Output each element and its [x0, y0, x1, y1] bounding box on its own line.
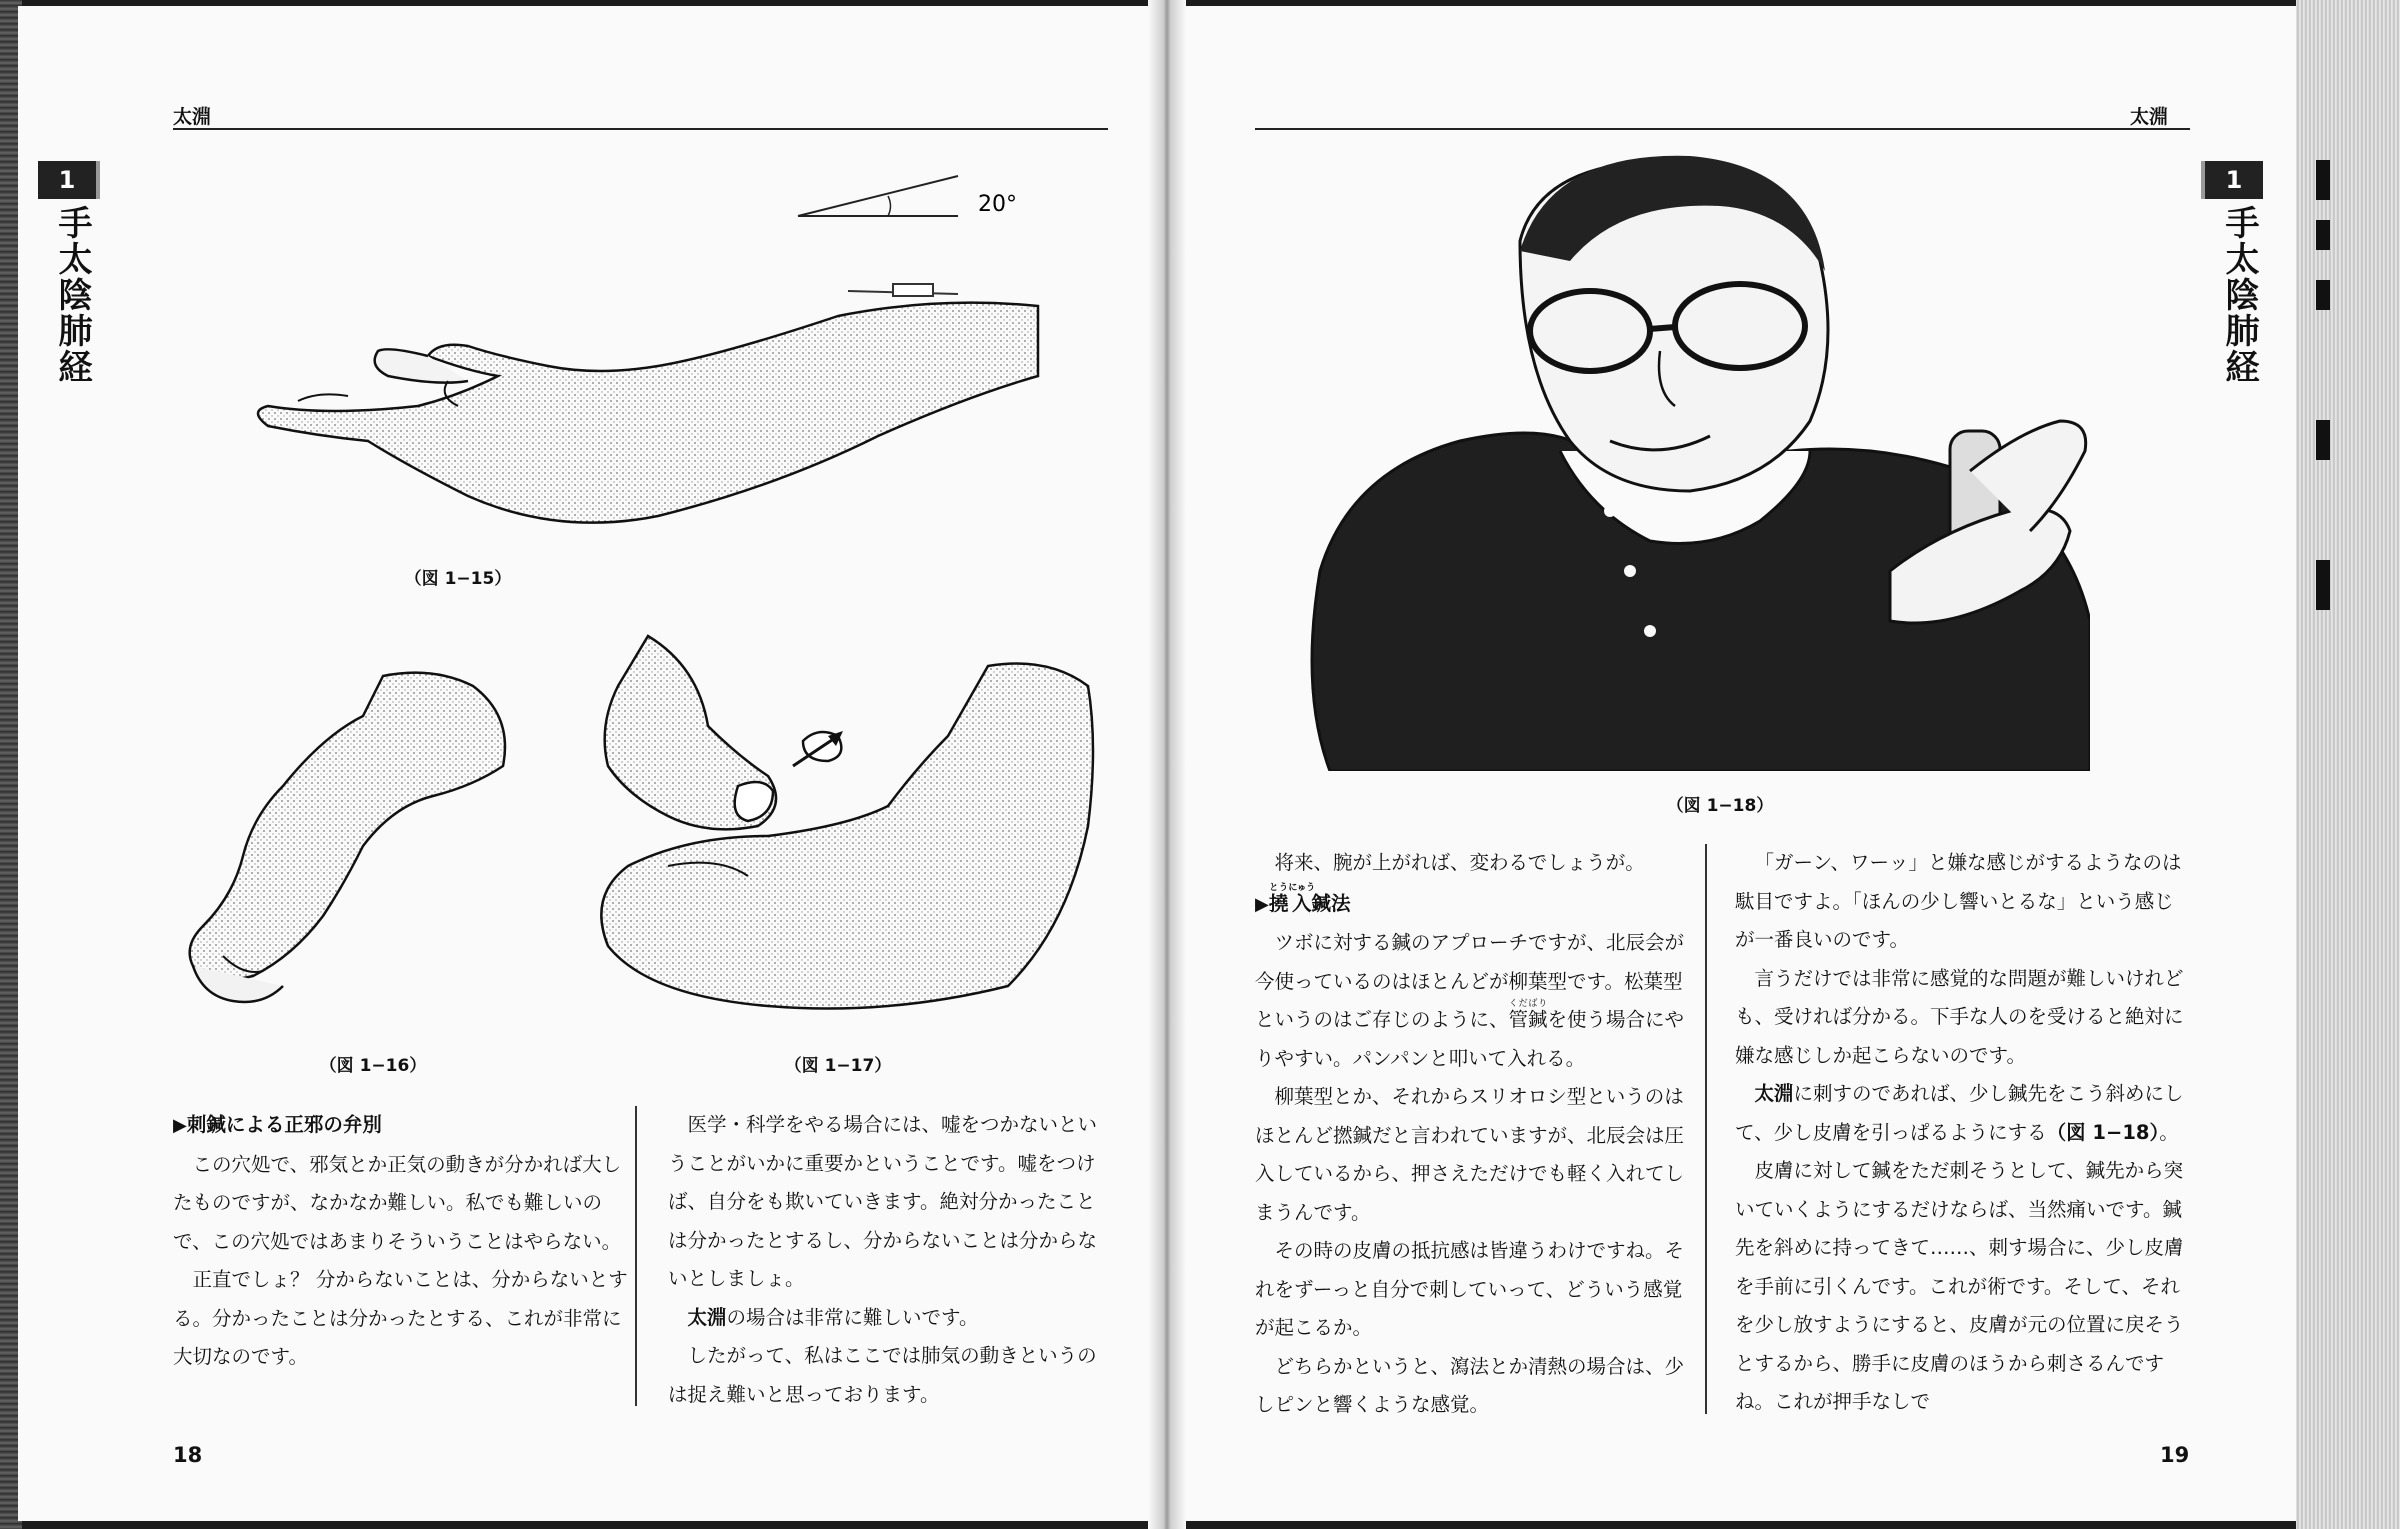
- caption-fig-1-18: （図 1−18）: [1666, 796, 1774, 816]
- ruby-kudabari: [1508, 999, 1548, 1031]
- figure-1-15-forearm: [238, 166, 1058, 556]
- left-text-column-1: [173, 1106, 635, 1377]
- forearm-hand: [258, 303, 1038, 523]
- caption-fig-1-15: （図 1−15）: [404, 569, 512, 589]
- paragraph: 医学・科学をやる場合には、嘘をつかないということがいかに重要かということです。嘘をつけば、自分をも欺いていきます。絶対分かったことは分かったとするし、分からないことは分からないとしましょ。: [668, 1113, 1098, 1290]
- right-text-column-1: [1255, 844, 1695, 1425]
- chapter-number: 1: [2205, 161, 2263, 199]
- edge-tab-mark: [2316, 420, 2330, 460]
- ruby-base: 管鍼: [1508, 1008, 1548, 1031]
- book-gutter: [1148, 0, 1186, 1529]
- figure-1-17-needle-insertion: [588, 626, 1108, 1016]
- chapter-tab-right: [2205, 161, 2263, 385]
- right-book-edge: [2296, 0, 2400, 1529]
- ruby-heading-b: [1288, 882, 1316, 915]
- running-head-right: 太淵: [2130, 106, 2169, 128]
- chapter-tab-bar: [2201, 161, 2205, 199]
- chapter-number: 1: [38, 161, 96, 199]
- paragraph: [1255, 924, 1695, 1078]
- button: [1604, 505, 1616, 517]
- angle-arc: [888, 196, 891, 216]
- angle-needle-line: [798, 176, 958, 216]
- ruby-base: 入: [1288, 891, 1316, 915]
- wrist-hand-shape: [190, 673, 505, 980]
- angle-label: 20°: [978, 192, 1017, 217]
- button: [1644, 625, 1656, 637]
- figure-1-18-portrait: [1290, 151, 2090, 771]
- heading-marker: ▶: [1255, 893, 1269, 915]
- ruby-reading: とう: [1268, 882, 1289, 893]
- heading-marker: ▶: [173, 1115, 187, 1136]
- chapter-tab-bar: [96, 161, 100, 199]
- column-divider: [635, 1106, 637, 1406]
- running-head-left: 太淵: [173, 106, 212, 128]
- header-rule-right: [1255, 128, 2190, 130]
- paragraph: その時の皮膚の抵抗感は皆違うわけですね。それをずーっと自分で刺していって、どういう感覚が起こるか。: [1255, 1239, 1685, 1339]
- heading-text: 刺鍼による正邪の弁別: [186, 1113, 382, 1136]
- paragraph: [668, 1299, 1108, 1338]
- page-number-left: 18: [173, 1443, 203, 1467]
- paragraph: 皮膚に対して鍼をただ刺そうとして、鍼先から突いていくようにするだけならば、当然痛いです。鍼先を斜めに持ってきて……、刺す場合に、少し皮膚を手前に引くんです。これが術です。そして、それを少し放すようにすると、皮膚が元の位置に戻そうとするから、勝手に皮膚のほうから刺さるんですね。これが押手なしで: [1735, 1159, 2184, 1413]
- paragraph: [1735, 1075, 2185, 1152]
- paragraph-text: に刺すのであれば、少し鍼先をこう斜めにして、少し皮膚を引っぱるようにする: [1735, 1082, 2184, 1144]
- left-page: [18, 6, 1170, 1521]
- caption-fig-1-16: （図 1−16）: [319, 1056, 427, 1076]
- caption-fig-1-17: （図 1−17）: [784, 1056, 892, 1076]
- heading-text: 鍼法: [1311, 891, 1351, 915]
- column-divider: [1705, 844, 1707, 1414]
- page-number-right: 19: [2160, 1443, 2190, 1467]
- section-heading-left: [173, 1106, 635, 1146]
- paragraph: 言うだけでは非常に感覚的な問題が難しいけれども、受ければ分かる。下手な人のを受けると絶対に嫌な感じしか起こらないのです。: [1735, 966, 2184, 1067]
- paragraph: 柳葉型とか、それからスリオロシ型というのはほとんど撚鍼だと言われていますが、北辰会は圧入しているから、押さえただけでも軽く入れてしまうんです。: [1255, 1085, 1685, 1224]
- right-page: [1160, 6, 2300, 1521]
- finger-line: [298, 394, 348, 401]
- paragraph: 正直でしょ？ 分からないことは、分からないとする。分かったことは分かったとする、これが非常に大切なのです。: [173, 1268, 628, 1368]
- ruby-heading-a: [1268, 882, 1289, 915]
- paragraph-text: ツボに対する鍼のアプローチですが、北辰会が今使っているのはほとんどが柳葉型です。松葉型というのはご存じのように、: [1255, 931, 1685, 1031]
- needle-handle: [893, 284, 933, 296]
- paragraph: 将来、腕が上がれば、変わるでしょうが。: [1274, 851, 1645, 874]
- ruby-base: 撓: [1268, 891, 1289, 915]
- section-heading-right: [1255, 883, 1695, 925]
- paragraph: どちらかというと、瀉法とか清熱の場合は、少しピンと響くような感覚。: [1255, 1354, 1685, 1416]
- glasses-bridge: [1650, 327, 1675, 329]
- term-taien: 太淵: [1754, 1082, 1794, 1105]
- button: [1624, 565, 1636, 577]
- ruby-reading: にゅう: [1288, 882, 1316, 893]
- paragraph-text: 。: [2159, 1120, 2179, 1144]
- figure-reference: （図 1−18）: [2046, 1120, 2160, 1144]
- chapter-title: 手太陰肺経: [52, 205, 92, 385]
- chapter-title: 手太陰肺経: [2219, 205, 2259, 385]
- ruby-reading: くだばり: [1508, 999, 1548, 1009]
- edge-tab-mark: [2316, 160, 2330, 200]
- paragraph-text: を使う場合にやりやすい。パンパンと叩いて入れる。: [1255, 1008, 1685, 1070]
- paragraph: したがって、私はここでは肺気の動きというのは捉え難いと思っております。: [668, 1344, 1097, 1406]
- paragraph: 「ガーン、ワーッ」と嫌な感じがするようなのは駄目ですよ。「ほんの少し響いとるな」という感じが一番良いのです。: [1735, 851, 2182, 951]
- chapter-tab-left: [38, 161, 96, 385]
- left-text-column-2: [668, 1106, 1108, 1414]
- edge-tab-mark: [2316, 280, 2330, 310]
- figure-1-16-wrist-flexed: [173, 656, 583, 1016]
- header-rule-left: [173, 128, 1108, 130]
- term-taien: 太淵: [687, 1305, 727, 1329]
- right-text-column-2: [1735, 844, 2185, 1422]
- paragraph: この穴処で、邪気とか正気の動きが分かれば大したものですが、なかなか難しい。私でも難しいので、この穴処ではあまりそういうことはやらない。: [173, 1152, 622, 1253]
- edge-tab-mark: [2316, 560, 2330, 610]
- paragraph-text: の場合は非常に難しいです。: [726, 1305, 979, 1329]
- edge-tab-mark: [2316, 220, 2330, 250]
